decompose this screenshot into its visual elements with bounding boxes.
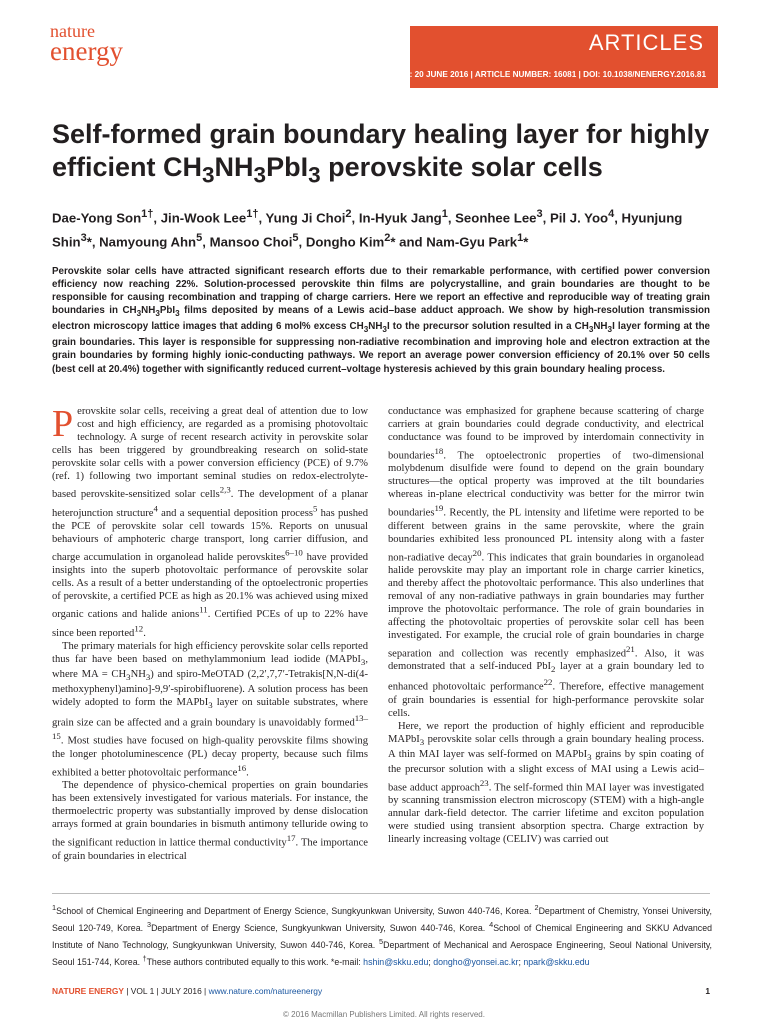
body-paragraph: Here, we report the production of highly efficient and reproducible MAPbI$_3$ perovskite solar cells through a grain boundary healing process. A thin MAI layer was self-formed on MAPbI$_3$ grains by spin coating of the precursor solution with a slight excess of MAI using a Lewis acid–base adduct approach$^{23}$. The self-formed thin MAI layer was investigated by scanning transmission electron microscopy (STEM) with a high-angle annular dark-field detector. The carrier lifetime and exciton population were studied using transient absorption spectra. Charge extraction by linearly increasing voltage (CELIV) was carried out <box>388 720 704 846</box>
drop-cap: P <box>52 403 74 445</box>
footer-issue: | VOL 1 | JULY 2016 | <box>123 986 209 996</box>
section-label: ARTICLES <box>588 30 704 55</box>
body-paragraph: The dependence of physico-chemical properties on grain boundaries has been extensively investigated for various materials. For instance, the thermoelectric property was substantially improved by dense dislocation arrays formed at grain boundaries in bismuth antimony telluride owing to the significant reduction in lattice thermal conductivity$^{17}$. The importance of grain boundaries in electrical <box>52 780 368 862</box>
body-paragraph: conductance was emphasized for graphene because scattering of charge carriers at grain boundaries could degrade conductivity, and electrical conductance was found to be improved by interdomain connectivity in boundaries$^{18}$. The optoelectronic properties of two-dimensional molybdenum disulfide were found to depend on the grain boundary structures—the optical property was improved at the tilt boundaries whereas in-plane electrical conductivity was better for the mirror twin boundaries$^{19}$. Recently, the PL intensity and lifetime were reported to be different between grains in the same perovskite, where the grain boundaries exhibited less pronounced PL intensity along with a faster non-radiative decay$^{20}$. This indicates that grain boundaries in organolead halide perovskite may play an important role in charge carrier kinetics, and thereby affect the photovoltaic performance. This also underlines that removal of any non-radiative pathways in grain boundaries may further improve the photovoltaic performance. The role of grain boundaries in affecting the photovoltaic properties of perovskite solar cell has been investigated. For example, the crucial role of grain boundaries in charge separation and collection was recently emphasized$^{21}$. Also, it was demonstrated that a self-induced PbI$_2$ layer at a grain boundary led to enhanced photovoltaic performance$^{22}$. Therefore, effective management of grain boundaries is essential for high-performance perovskite solar cells. <box>388 406 704 719</box>
page-number: 1 <box>705 986 710 996</box>
author-list: Dae-Yong Son$^{1\dagger}$, Jin-Wook Lee$^{1\dagger}$, Yung Ji Choi$^2$, In-Hyuk Jang$^1$, Seonhee Lee$^3$, Pil J. Yoo$^4$, Hyunjung Shin$^3$*, Namyoung Ahn$^5$, Mansoo Choi$^5$, Dongho Kim$^2$* and Nam-Gyu Park$^1$* <box>52 208 683 250</box>
publication-info: PUBLISHED: 20 JUNE 2016 | ARTICLE NUMBER: 16081 | DOI: 10.1038/NENERGY.2016.81 <box>362 70 706 79</box>
body-paragraph-text: erovskite solar cells, receiving a great deal of attention due to low cost and high efficiency, are regarded as a promising photovoltaic technology. A surge of recent research activity in perovskite solar cells has been triggered by groundbreaking research on solid-state perovskite solar cells with a power conversion efficiency (PCE) of 9.7% (ref. 1) following two important seminal studies on redox-electrolyte-based perovskite-sensitized solar cells$^{2,3}$. The development of a planar heterojunction structure$^4$ and a sequential deposition process$^5$ has pushed the PCE of perovskite solar cell towards 15%. Reports on unusual behaviours of amphoteric charge transport, long carrier diffusion, and charge accumulation in organolead halide perovskites$^{6-10}$ have provided insights into the superb photovoltaic performance of perovskite solar cells. As a result of a better understanding of the optoelectronic properties of perovskite, a certified PCE as high as 20.1% was achieved using mixed organic cations and halide anions$^{11}$. Certified PCEs of up to 22% have since been reported$^{12}$. <box>52 406 369 639</box>
body-paragraph: The primary materials for high efficiency perovskite solar cells reported thus far have been based on methylammonium lead iodide (MAPbI$_3$, where MA = $CH_3NH_3$) and spiro-MeOTAD (2,2′,7,7′-Tetrakis[N,N-di(4-methoxyphenyl)amino]-9,9′-spirobifluorene). A solution process has been widely adopted to form the MAPbI$_3$ layer on suitable substrates, where grain size can be affected and a grain boundary is unavoidably formed$^{13-15}$. Most studies have focused on high-quality perovskite films showing the longer photoluminescence (PL) decay property, because such films exhibited a better photovoltaic performance$^{16}$. <box>52 640 368 779</box>
article-title: Self-formed grain boundary healing layer for highly efficient $CH_3NH_3PbI_3$ perovskite solar cells <box>52 119 710 188</box>
journal-logo-line2: energy <box>50 36 123 66</box>
copyright: © 2016 Macmillan Publishers Limited. All rights reserved. <box>283 1010 485 1019</box>
body-column-right <box>388 406 704 847</box>
footer-url[interactable]: www.nature.com/natureenergy <box>208 986 323 996</box>
body-column-left <box>52 403 369 864</box>
journal-logo <box>50 22 123 65</box>
affiliations: $^1$School of Chemical Engineering and Department of Energy Science, Sungkyunkwan University, Suwon 440-746, Korea. $^2$Department of Chemistry, Yonsei University, Seoul 120-749, Korea. $^3$Department of Energy Science, Sungkyunkwan University, Suwon 440-746, Korea. $^4$School of Chemical Engineering and SKKU Advanced Institute of Nano Technology, Sungkyunkwan University, Suwon 440-746, Korea. $^5$Department of Mechanical and Aerospace Engineering, Seoul National University, Seoul 151-744, Korea. †These authors contributed equally to this work. *e-mail: hshin@skku.edu; dongho@yonsei.ac.kr; npark@skku.edu <box>52 903 713 968</box>
page-footer <box>52 986 710 996</box>
footer-journal: NATURE ENERGY <box>52 986 124 996</box>
footnote-divider <box>52 893 710 894</box>
journal-logo-line1: nature <box>50 21 95 41</box>
body-paragraph <box>52 403 369 641</box>
abstract: Perovskite solar cells have attracted significant research efforts due to their remarkable performance, with certified power conversion efficiency now reaching 22%. Solution-processed perovskite thin films are polycrystalline, and grain boundaries are thought to be responsible for causing recombination and trapping of charge carriers. Here we report an effective and reproducible way of treating grain boundaries in $CH_3NH_3PbI_3$ films deposited by means of a Lewis acid–base adduct approach. We show by high-resolution transmission electron microscopy lattice images that adding 6 mol% excess $CH_3NH_3I$ to the precursor solution resulted in a $CH_3NH_3I$ layer forming at the grain boundaries. This layer is responsible for suppressing non-radiative recombination and improving hole and electron extraction at the grain boundaries by forming highly ionic-conducting pathways. We report an average power conversion efficiency of 20.1% over 50 cells (best cell at 20.4%) together with significantly reduced current–voltage hysteresis achieved by this grain boundary healing process. <box>52 266 710 375</box>
section-banner <box>362 26 718 88</box>
